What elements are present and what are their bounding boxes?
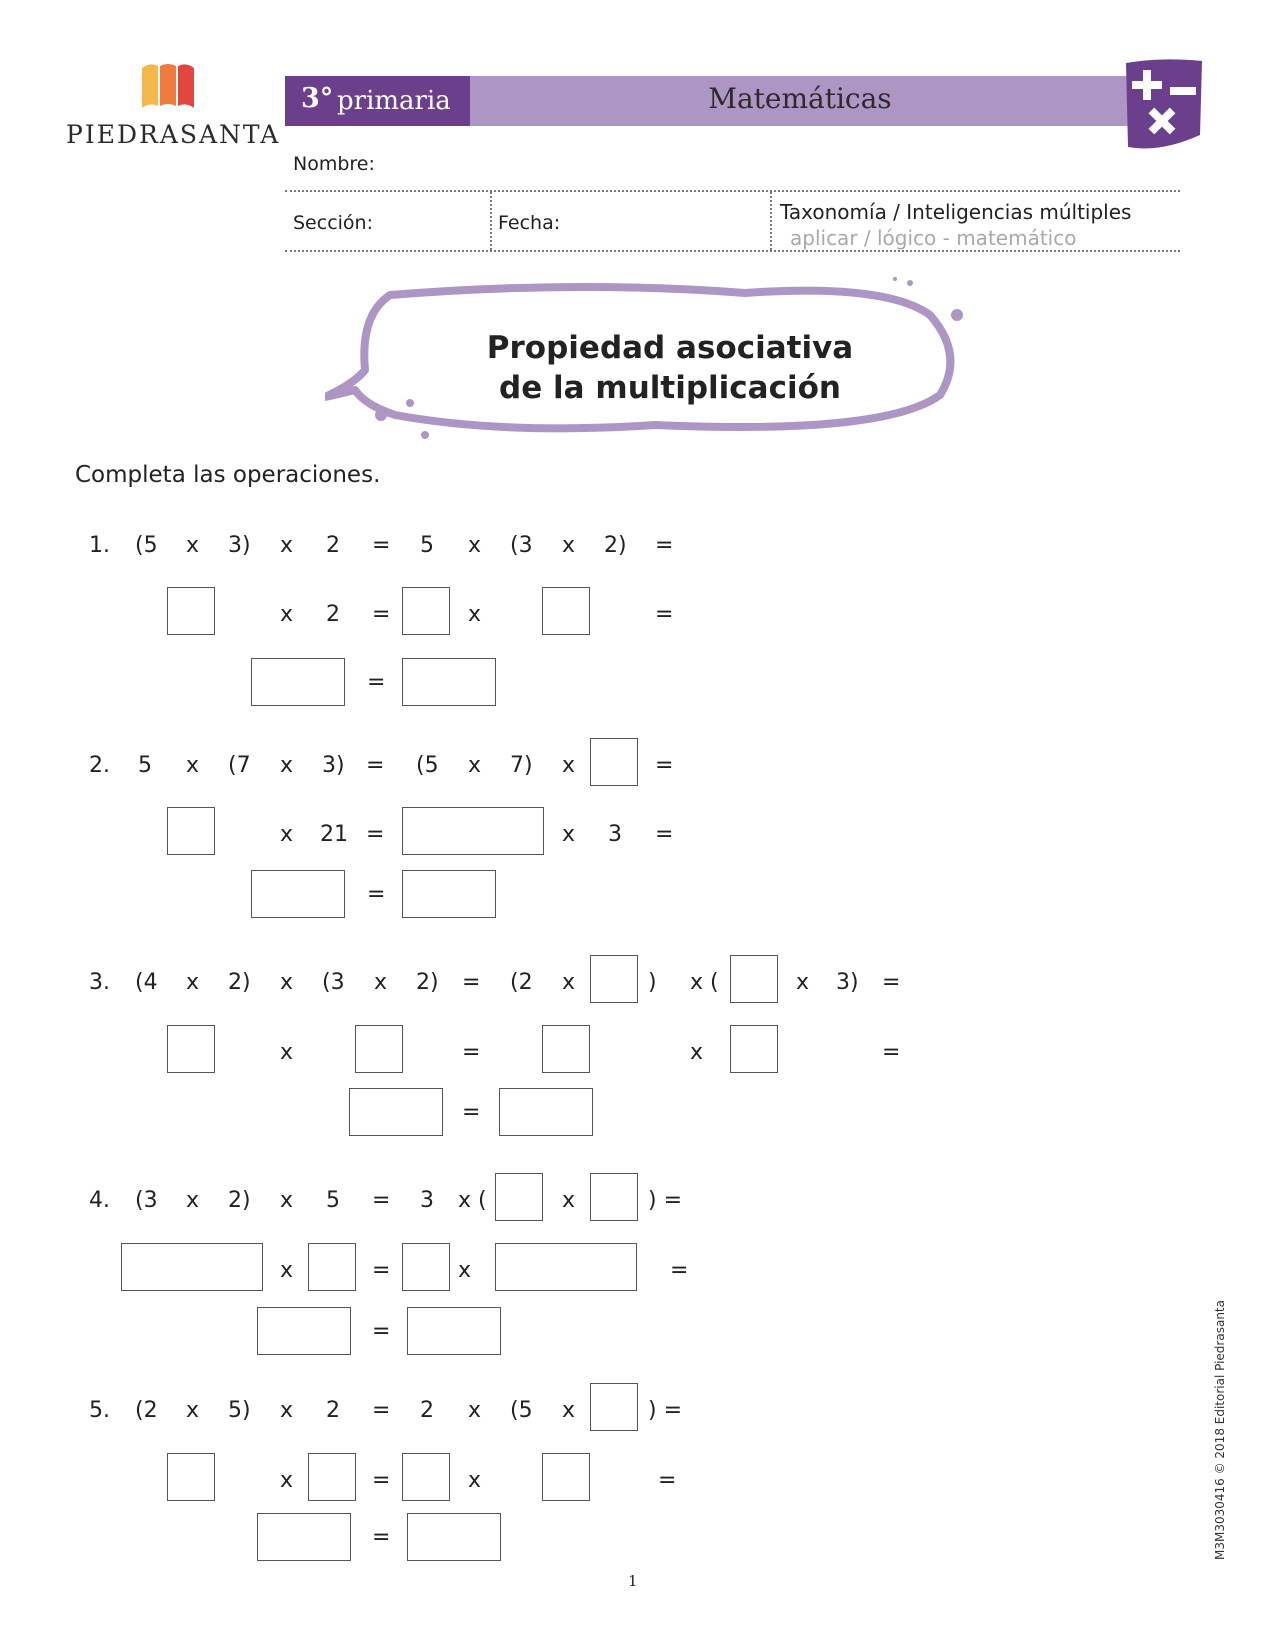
close-paren-equals: ) = — [648, 1398, 683, 1423]
worksheet-title — [440, 328, 900, 408]
answer-box[interactable] — [495, 1173, 543, 1221]
equals-sign: = — [670, 1258, 689, 1283]
term: (5 — [135, 533, 158, 558]
divider — [770, 192, 772, 250]
times-sign: x — [280, 1040, 294, 1065]
times-sign: x — [280, 1468, 294, 1493]
times-sign: x — [374, 970, 388, 995]
term: (3 — [510, 533, 533, 558]
equals-sign: = — [372, 1188, 391, 1213]
exercise-number: 4. — [89, 1188, 110, 1213]
copyright-code: M3M3030416 © 2018 Editorial Piedrasanta — [1213, 1300, 1227, 1560]
answer-box[interactable] — [349, 1088, 443, 1136]
times-sign: x — [280, 1258, 294, 1283]
times-sign: x — [280, 1398, 294, 1423]
answer-box[interactable] — [590, 1173, 638, 1221]
equals-sign: = — [372, 1525, 391, 1550]
term: 5 — [326, 1188, 340, 1213]
equals-sign: = — [372, 1258, 391, 1283]
times-sign: x — [562, 1398, 576, 1423]
divider — [285, 250, 1180, 252]
times-sign: x — [690, 1040, 704, 1065]
equals-sign: = — [367, 670, 386, 695]
term: 3 — [608, 822, 622, 847]
times-sign: x — [468, 753, 482, 778]
times-sign: x — [796, 970, 810, 995]
times-sign: x — [280, 970, 294, 995]
subject-title: Matemáticas — [708, 82, 892, 115]
instruction: Completa las operaciones. — [75, 462, 381, 488]
term: 3) — [228, 533, 251, 558]
answer-box[interactable] — [402, 807, 544, 855]
times-sign: x ( — [690, 970, 719, 995]
subject-bar — [470, 76, 1130, 126]
answer-box[interactable] — [407, 1513, 501, 1561]
book-logo-icon — [140, 62, 196, 112]
exercise-number: 2. — [89, 753, 110, 778]
answer-box[interactable] — [590, 955, 638, 1003]
nombre-label: Nombre: — [293, 153, 375, 175]
times-sign: x — [468, 1398, 482, 1423]
answer-box[interactable] — [402, 587, 450, 635]
term: 7) — [510, 753, 533, 778]
term: (7 — [228, 753, 251, 778]
times-sign: x — [468, 1468, 482, 1493]
answer-box[interactable] — [251, 658, 345, 706]
equals-sign: = — [372, 533, 391, 558]
answer-box[interactable] — [590, 738, 638, 786]
times-sign: x — [468, 533, 482, 558]
term: 2) — [416, 970, 439, 995]
exercise-number: 3. — [89, 970, 110, 995]
equals-sign: = — [882, 1040, 901, 1065]
brand-logo: PIEDRASANTA — [66, 120, 281, 149]
close-paren-equals: ) = — [648, 1188, 683, 1213]
term: 5 — [420, 533, 434, 558]
term: 2 — [326, 602, 340, 627]
term: 3) — [836, 970, 859, 995]
divider — [490, 192, 492, 250]
taxonomy-detail: aplicar / lógico - matemático — [790, 226, 1077, 250]
title-line-1: Propiedad asociativa — [486, 330, 854, 366]
term: 2) — [228, 970, 251, 995]
equals-sign: = — [372, 602, 391, 627]
taxonomy-heading: Taxonomía / Inteligencias múltiples — [780, 200, 1132, 224]
times-sign: x — [562, 533, 576, 558]
equals-sign: = — [655, 533, 674, 558]
equals-sign: = — [462, 970, 481, 995]
plus-minus-times-icon — [1120, 57, 1206, 153]
times-sign: x — [186, 970, 200, 995]
answer-box[interactable] — [542, 1025, 590, 1073]
equals-sign: = — [658, 1468, 677, 1493]
equals-sign: = — [372, 1468, 391, 1493]
answer-box[interactable] — [167, 1453, 215, 1501]
term: 3 — [420, 1188, 434, 1213]
answer-box[interactable] — [402, 870, 496, 918]
equals-sign: = — [655, 822, 674, 847]
answer-box[interactable] — [730, 1025, 778, 1073]
term: (4 — [135, 970, 158, 995]
seccion-label: Sección: — [293, 212, 373, 234]
answer-box[interactable] — [730, 955, 778, 1003]
times-sign: x — [562, 753, 576, 778]
answer-box[interactable] — [542, 1453, 590, 1501]
answer-box[interactable] — [402, 1243, 450, 1291]
equals-sign: = — [366, 822, 385, 847]
answer-box[interactable] — [590, 1383, 638, 1431]
times-sign: x ( — [458, 1188, 487, 1213]
equals-sign: = — [367, 882, 386, 907]
answer-box[interactable] — [257, 1307, 351, 1355]
equals-sign: = — [462, 1040, 481, 1065]
title-line-2: de la multiplicación — [499, 370, 841, 406]
term: (3 — [135, 1188, 158, 1213]
grade-label: primaria — [337, 86, 451, 116]
term: 2 — [420, 1398, 434, 1423]
answer-box[interactable] — [402, 1453, 450, 1501]
times-sign: x — [562, 822, 576, 847]
times-sign: x — [186, 1398, 200, 1423]
divider — [285, 190, 1180, 192]
answer-box[interactable] — [308, 1453, 356, 1501]
times-sign: x — [186, 1188, 200, 1213]
term: (2 — [510, 970, 533, 995]
term: 2) — [604, 533, 627, 558]
times-sign: x — [562, 1188, 576, 1213]
answer-box[interactable] — [407, 1307, 501, 1355]
equals-sign: = — [372, 1319, 391, 1344]
answer-box[interactable] — [167, 587, 215, 635]
times-sign: x — [562, 970, 576, 995]
times-sign: x — [280, 822, 294, 847]
equals-sign: = — [366, 753, 385, 778]
fecha-label: Fecha: — [498, 212, 561, 234]
term: 5) — [228, 1398, 251, 1423]
close-paren: ) — [648, 970, 657, 995]
times-sign: x — [280, 602, 294, 627]
times-sign: x — [280, 753, 294, 778]
term: (5 — [416, 753, 439, 778]
term: (5 — [510, 1398, 533, 1423]
answer-box[interactable] — [257, 1513, 351, 1561]
equals-sign: = — [372, 1398, 391, 1423]
term: 3) — [322, 753, 345, 778]
answer-box[interactable] — [499, 1088, 593, 1136]
term: 5 — [138, 753, 152, 778]
equals-sign: = — [882, 970, 901, 995]
answer-box[interactable] — [121, 1243, 263, 1291]
exercise-number: 1. — [89, 533, 110, 558]
equals-sign: = — [462, 1100, 481, 1125]
exercise-number: 5. — [89, 1398, 110, 1423]
term: 2) — [228, 1188, 251, 1213]
term: (2 — [135, 1398, 158, 1423]
answer-box[interactable] — [355, 1025, 403, 1073]
answer-box[interactable] — [308, 1243, 356, 1291]
answer-box[interactable] — [251, 870, 345, 918]
term: (3 — [322, 970, 345, 995]
answer-box[interactable] — [167, 1025, 215, 1073]
equals-sign: = — [655, 753, 674, 778]
times-sign: x — [468, 602, 482, 627]
equals-sign: = — [655, 602, 674, 627]
times-sign: x — [186, 753, 200, 778]
answer-box[interactable] — [542, 587, 590, 635]
grade-badge — [285, 76, 470, 126]
page-number: 1 — [628, 1572, 638, 1590]
times-sign: x — [458, 1258, 472, 1283]
times-sign: x — [280, 533, 294, 558]
answer-box[interactable] — [167, 807, 215, 855]
term: 2 — [326, 1398, 340, 1423]
answer-box[interactable] — [495, 1243, 637, 1291]
times-sign: x — [186, 533, 200, 558]
times-sign: x — [280, 1188, 294, 1213]
grade-number: 3° — [301, 83, 334, 114]
term: 21 — [320, 822, 348, 847]
term: 2 — [326, 533, 340, 558]
answer-box[interactable] — [402, 658, 496, 706]
